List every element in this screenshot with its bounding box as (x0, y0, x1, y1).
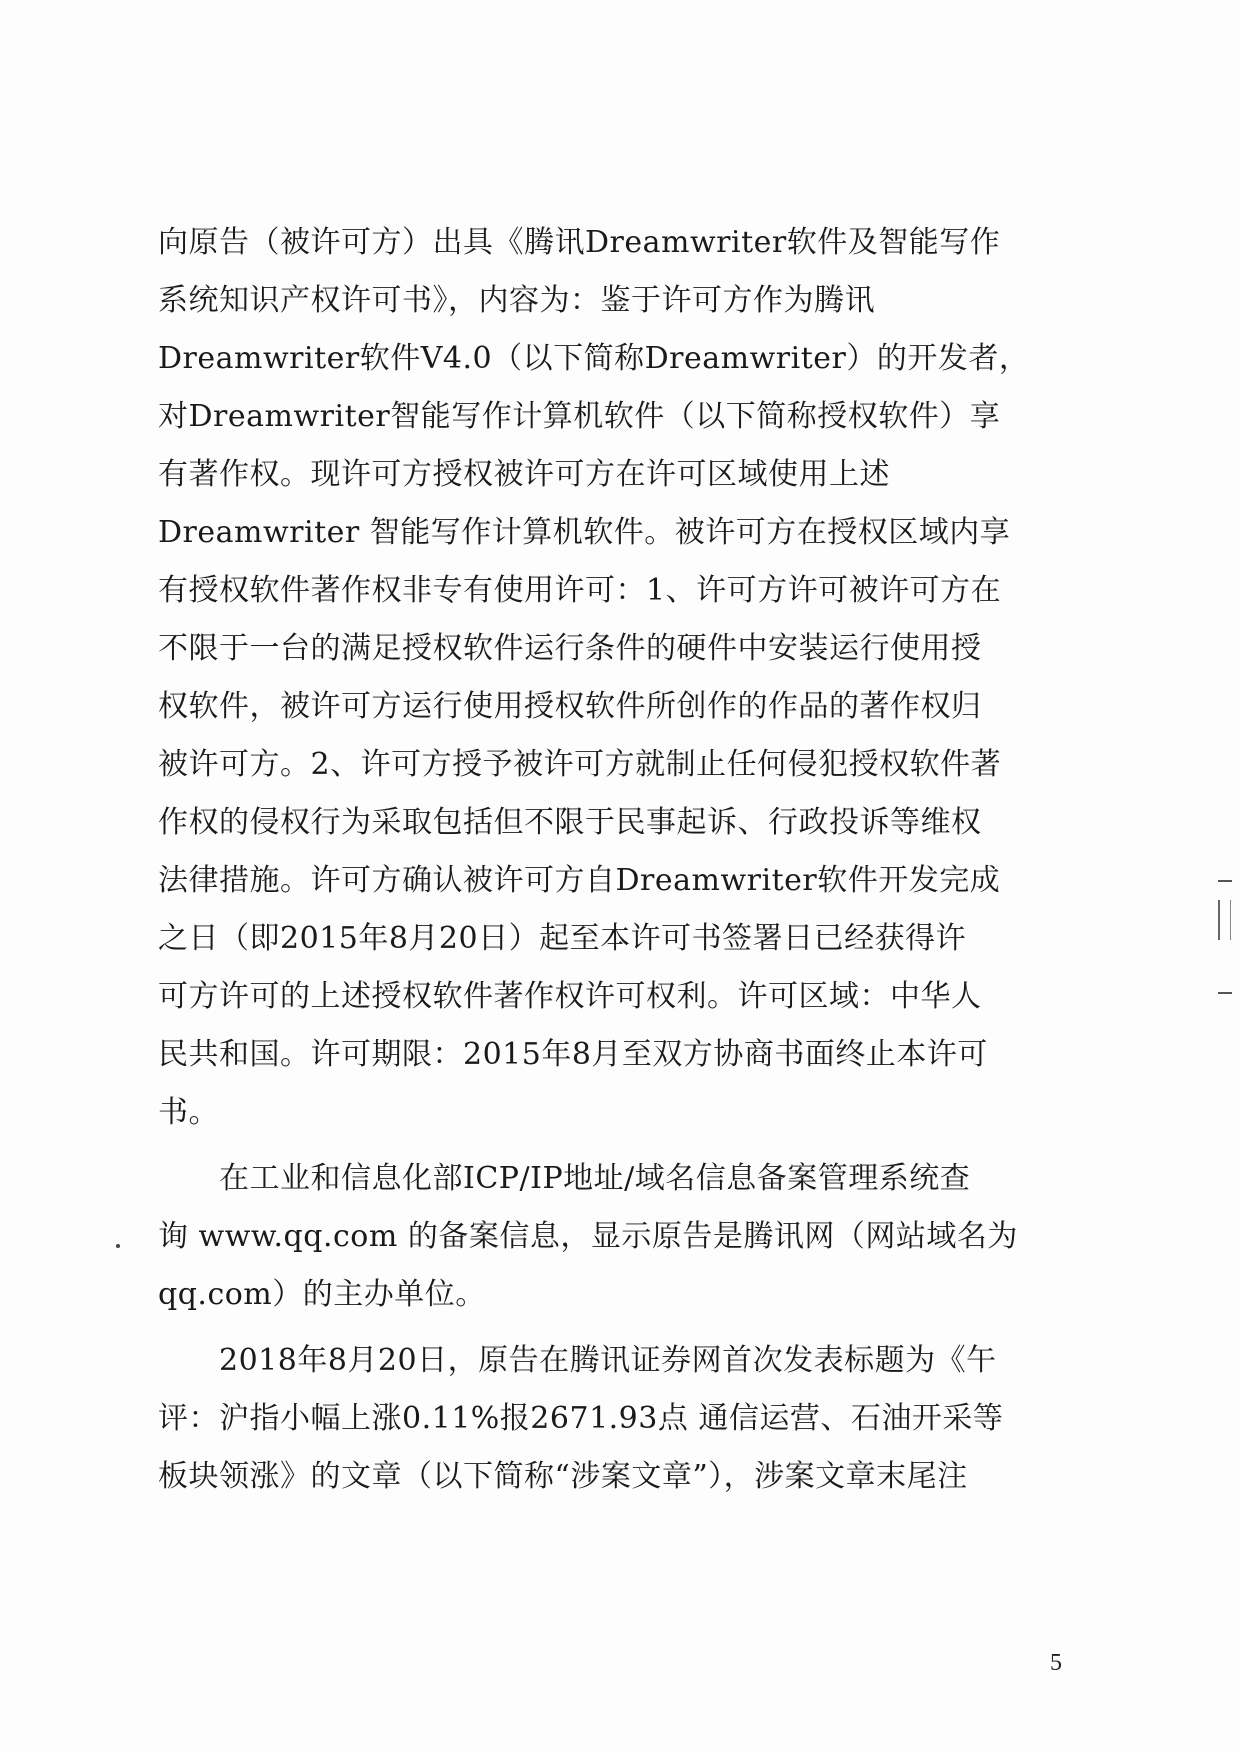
scan-speck (116, 1244, 120, 1248)
paragraph-article (158, 1332, 1043, 1506)
text-line: 板块领涨》的文章（以下简称“涉案文章”），涉案文章末尾注 (158, 1459, 968, 1494)
text-line: Dreamwriter软件V4.0（以下简称Dreamwriter）的开发者， (158, 341, 1030, 376)
seal-fragment (1218, 900, 1231, 940)
text-line: 有授权软件著作权非专有使用许可：1、许可方许可被许可方在 (158, 573, 1002, 608)
paragraph-gap (158, 1324, 1043, 1332)
seal-edge-bottom (1218, 992, 1232, 994)
text-line: 法律措施。许可方确认被许可方自Dreamwriter软件开发完成 (158, 863, 1001, 898)
page-number: 5 (1050, 1650, 1062, 1676)
text-line: 2018年8月20日，原告在腾讯证券网首次发表标题为《午 (158, 1343, 997, 1378)
text-line: 系统知识产权许可书》，内容为：鉴于许可方作为腾讯 (158, 283, 875, 318)
text-line: 之日（即2015年8月20日）起至本许可书签署日已经获得许 (158, 921, 967, 956)
paragraph-gap (158, 1142, 1043, 1150)
paragraph-icp-record (158, 1150, 1043, 1324)
text-line: 有著作权。现许可方授权被许可方在许可区域使用上述 (158, 457, 890, 492)
text-line: 询 www.qq.com 的备案信息，显示原告是腾讯网（网站域名为 (158, 1219, 1018, 1254)
seal-edge-top (1218, 880, 1232, 882)
document-body (158, 214, 1043, 1506)
text-line: 作权的侵权行为采取包括但不限于民事起诉、行政投诉等维权 (158, 805, 982, 840)
paragraph-license (158, 214, 1043, 1142)
text-line: 向原告（被许可方）出具《腾讯Dreamwriter软件及智能写作 (158, 225, 1001, 260)
text-line: 书。 (158, 1095, 219, 1130)
text-line: Dreamwriter 智能写作计算机软件。被许可方在授权区域内享 (158, 515, 1011, 550)
text-line: qq.com）的主办单位。 (158, 1277, 486, 1312)
text-line: 不限于一台的满足授权软件运行条件的硬件中安装运行使用授 (158, 631, 982, 666)
text-line: 可方许可的上述授权软件著作权许可权利。许可区域：中华人 (158, 979, 982, 1014)
text-line: 民共和国。许可期限：2015年8月至双方协商书面终止本许可 (158, 1037, 988, 1072)
binding-seal-mark (1218, 880, 1232, 995)
text-line: 在工业和信息化部ICP/IP地址/域名信息备案管理系统查 (158, 1161, 971, 1196)
text-line: 被许可方。2、许可方授予被许可方就制止任何侵犯授权软件著 (158, 747, 1002, 782)
text-line: 对Dreamwriter智能写作计算机软件（以下简称授权软件）享 (158, 399, 1001, 434)
text-line: 评：沪指小幅上涨0.11%报2671.93点 通信运营、石油开采等 (158, 1401, 1004, 1436)
text-line: 权软件，被许可方运行使用授权软件所创作的作品的著作权归 (158, 689, 982, 724)
